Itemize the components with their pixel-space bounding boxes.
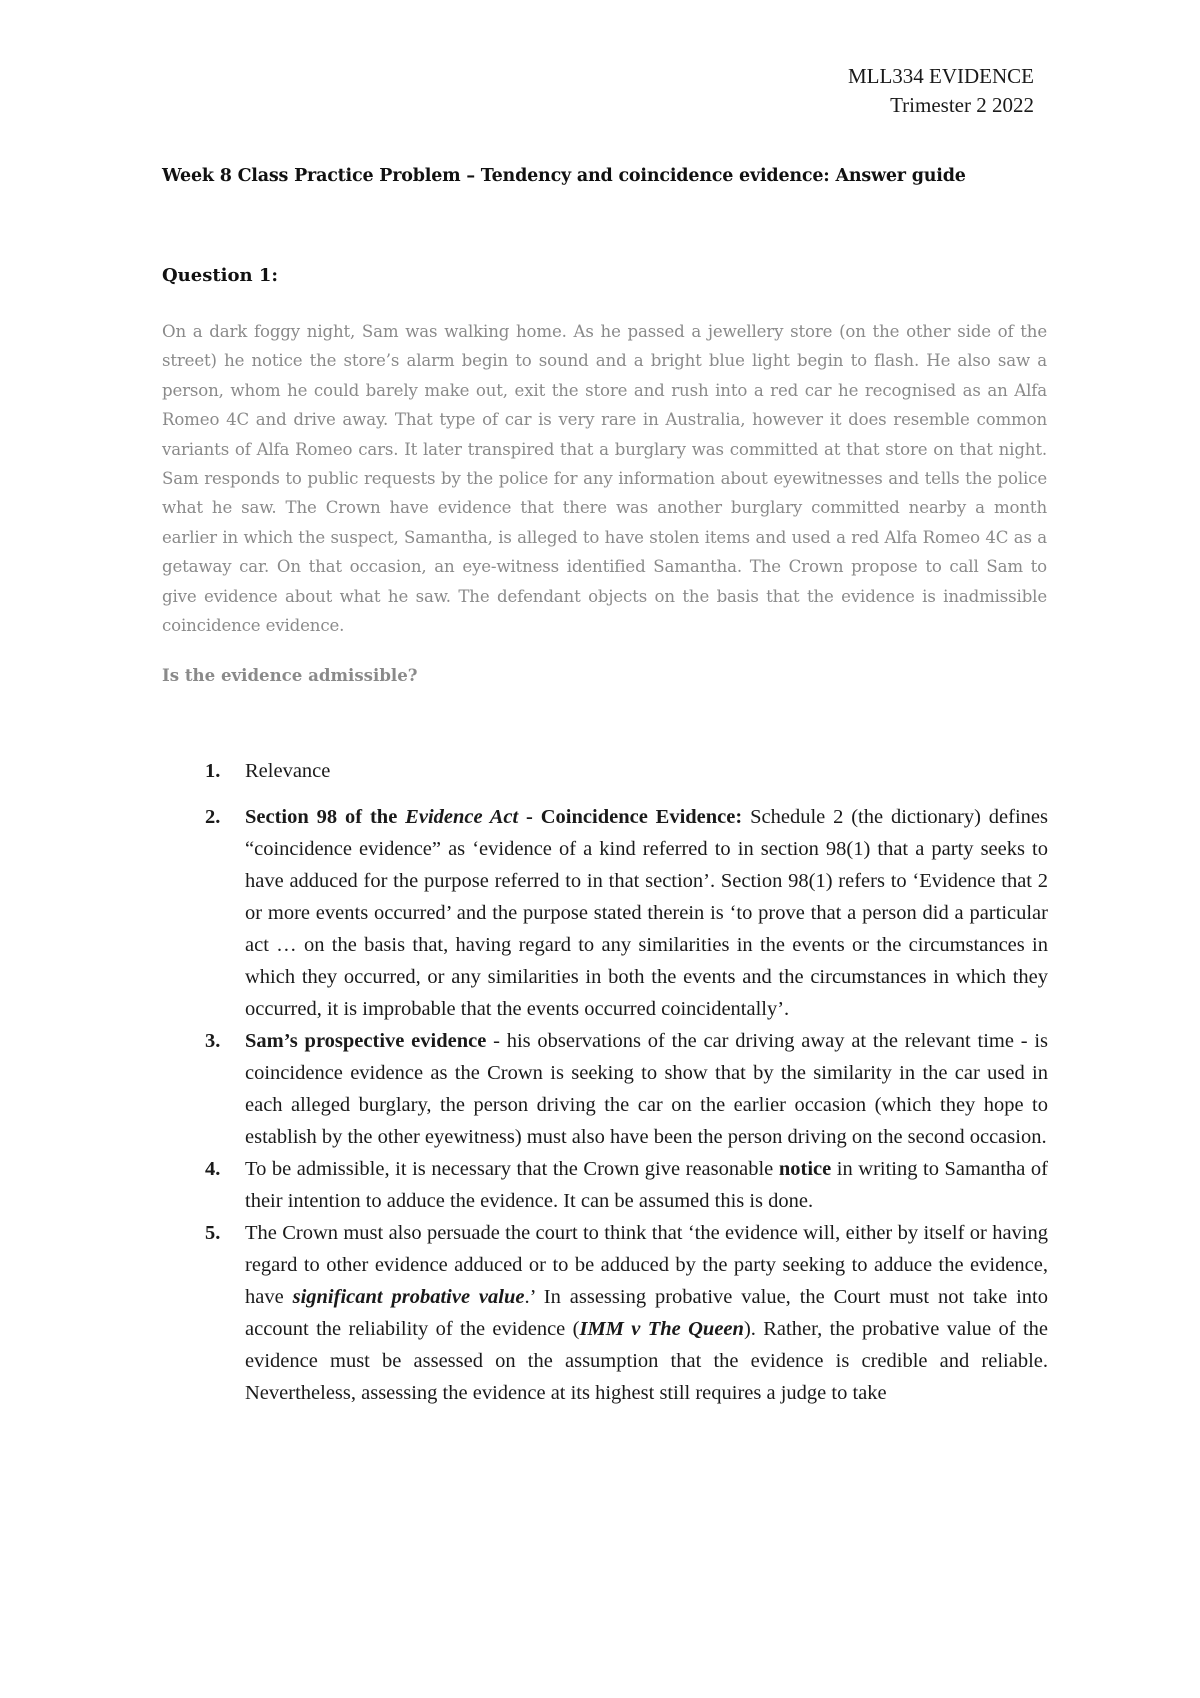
item-text-b: .’ In assessing probative value, the Court must not take into account the reliability of the evidence ( bbox=[245, 1286, 1048, 1340]
statute-name: Evidence Act bbox=[405, 806, 519, 828]
answer-item-4 bbox=[205, 1153, 1048, 1217]
item-lead-bold: Sam’s prospective evidence bbox=[245, 1030, 487, 1052]
question-prompt: Is the evidence admissible? bbox=[162, 665, 418, 685]
item-number: 4. bbox=[205, 1158, 221, 1180]
item-lead-bold-2: - Coincidence Evidence: bbox=[518, 806, 743, 828]
answer-list bbox=[205, 755, 1048, 1409]
answer-item-2 bbox=[205, 801, 1048, 1025]
term-label: Trimester 2 2022 bbox=[890, 93, 1034, 117]
item-text-c: ). Rather, the probative value of the evidence must be assessed on the assumption that the evidence is credible and reliable. Nevertheless, assessing the evidence at its highest still requires a judge to take bbox=[245, 1318, 1049, 1404]
item-text-a: The Crown must also persuade the court to think that ‘the evidence will, either by itself or having regard to other evidence adduced or to be adduced by the party seeking to adduce the evidence, have bbox=[245, 1222, 1048, 1308]
item-lead-bold: Section 98 of the bbox=[245, 806, 406, 828]
problem-scenario: On a dark foggy night, Sam was walking home. As he passed a jewellery store (on the other side of the street) he notice the store’s alarm begin to sound and a bright blue light begin to flash. He also saw a person, whom he could barely make out, exit the store and rush into a red car he recognised as an Alfa Romeo 4C and drive away. That type of car is very rare in Australia, however it does resemble common variants of Alfa Romeo cars. It later transpired that a burglary was committed at that store on that night. Sam responds to public requests by the police for any information about eyewitnesses and tells the police what he saw. The Crown have evidence that there was another burglary committed nearby a month earlier in which the suspect, Samantha, is alleged to have stolen items and used a red Alfa Romeo 4C as a getaway car. On that occasion, an eye-witness identified Samantha. The Crown propose to call Sam to give evidence about what he saw. The defendant objects on the basis that the evidence is inadmissible coincidence evidence. bbox=[162, 322, 1047, 636]
case-name: IMM v The Queen bbox=[579, 1318, 744, 1340]
item-number: 5. bbox=[205, 1222, 221, 1244]
item-number: 2. bbox=[205, 806, 221, 828]
item-text-a: To be admissible, it is necessary that the Crown give reasonable bbox=[245, 1158, 779, 1180]
answer-item-3 bbox=[205, 1025, 1048, 1153]
answer-item-1 bbox=[205, 755, 1048, 787]
item-text: Schedule 2 (the dictionary) defines “coincidence evidence” as ‘evidence of a kind referred to in section 98(1) that a party seeks to have adduced for the purpose referred to in that section’. Section 98(1) refers to ‘Evidence that 2 or more events occurred’ and the purpose stated therein is ‘to prove that a person did a particular act … on the basis that, having regard to any similarities in the events or the circumstances in which they occurred, or any similarities in both the events and the circumstances in which they occurred, it is improbable that the events occurred coincidentally’. bbox=[245, 806, 1048, 1020]
notice-term: notice bbox=[778, 1158, 832, 1180]
question-heading: Question 1: bbox=[162, 265, 279, 286]
item-number: 1. bbox=[205, 760, 221, 782]
item-text: Relevance bbox=[245, 760, 331, 782]
item-text: - his observations of the car driving away at the relevant time - is coincidence evidence as the Crown is seeking to show that by the similarity in the car used in each alleged burglary, the person driving the car on the earlier occasion (which they hope to establish by the other eyewitness) must also have been the person driving on the second occasion. bbox=[245, 1030, 1048, 1148]
significant-probative-value-term: significant probative value bbox=[292, 1286, 525, 1308]
document-title: Week 8 Class Practice Problem – Tendency and coincidence evidence: Answer guide bbox=[162, 166, 966, 186]
answer-item-5 bbox=[205, 1217, 1048, 1409]
item-text-b: in writing to Samantha of their intention to adduce the evidence. It can be assumed this is done. bbox=[245, 1158, 1048, 1212]
document-header bbox=[848, 62, 1034, 120]
item-number: 3. bbox=[205, 1030, 221, 1052]
course-code: MLL334 EVIDENCE bbox=[847, 64, 1034, 88]
